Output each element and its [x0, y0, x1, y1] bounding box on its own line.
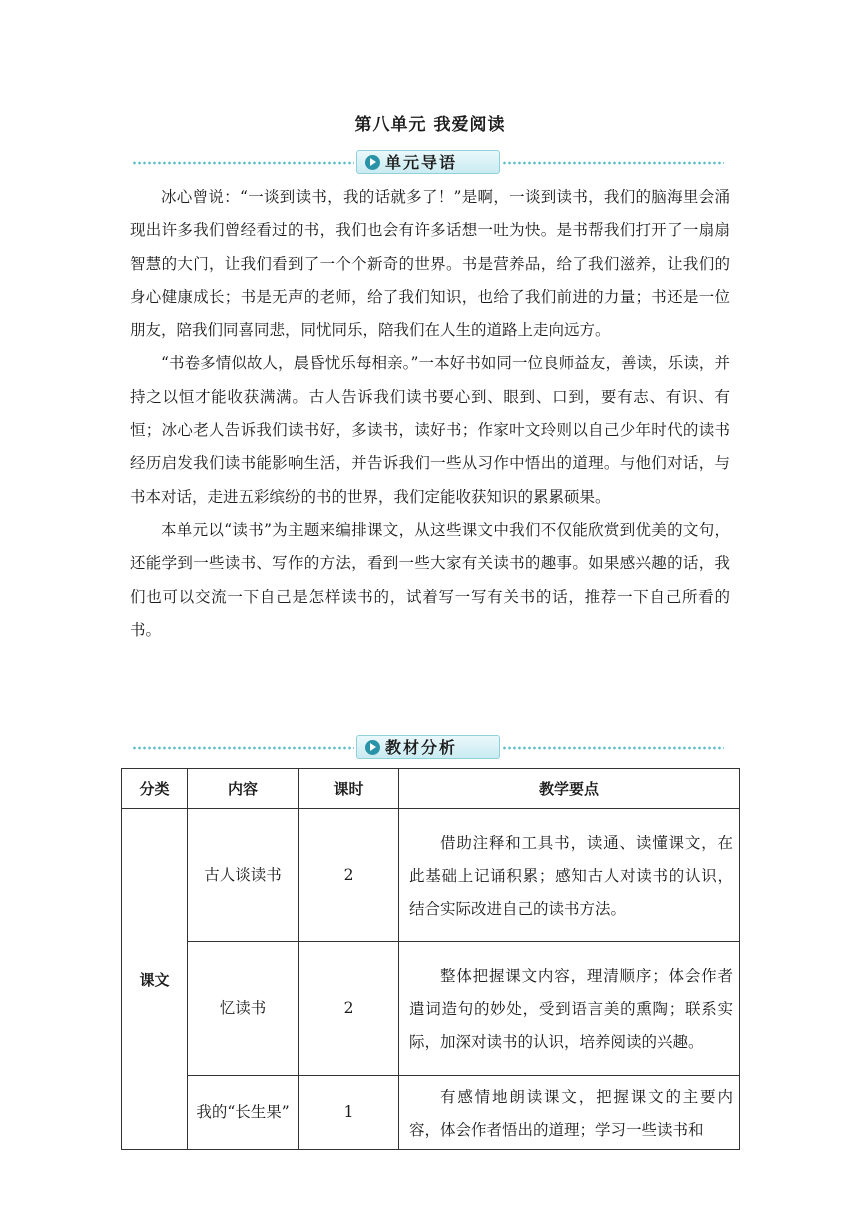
content-cell: 古人谈读书 [188, 809, 299, 942]
page-title: 第八单元 我爱阅读 [354, 115, 506, 135]
section-label: 教材分析 [385, 738, 458, 757]
table-row [122, 942, 740, 1076]
header-content: 内容 [188, 769, 299, 809]
points-cell [399, 809, 740, 942]
section-label-box [356, 735, 500, 759]
table-header-row [122, 769, 740, 809]
points-text: 整体把握课文内容，理清顺序；体会作者遣词造句的妙处，受到语言美的熏陶；联系实际，加深对读书的认识，培养阅读的兴趣。 [409, 967, 733, 1051]
dotted-divider-left [132, 161, 354, 165]
category-cell: 课文 [122, 809, 188, 1150]
dotted-divider-left [132, 746, 354, 750]
hours-cell: 1 [299, 1076, 399, 1150]
intro-paragraph: 本单元以“读书”为主题来编排课文，从这些课文中我们不仅能欣赏到优美的文句，还能学到一些读书、写作的方法，看到一些大家有关读书的趣事。如果感兴趣的话，我们也可以交流一下自己是怎样读书的，试着写一写有关书的话，推荐一下自己所看的书。 [130, 520, 730, 639]
points-cell [399, 942, 740, 1076]
section-header-intro [132, 150, 724, 174]
section-header-analysis [132, 735, 724, 759]
table-row [122, 809, 740, 942]
section-label-box [356, 150, 500, 174]
content-cell: 我的“长生果” [188, 1076, 299, 1150]
content-cell: 忆读书 [188, 942, 299, 1076]
header-hours: 课时 [299, 769, 399, 809]
section-label: 单元导语 [385, 153, 458, 172]
hours-cell: 2 [299, 809, 399, 942]
analysis-table [121, 768, 740, 1150]
dotted-divider-right [502, 161, 724, 165]
intro-paragraph: “书卷多情似故人，晨昏忧乐每相亲。”一本好书如同一位良师益友，善读，乐读，并持之以恒才能收获满满。古人告诉我们读书要心到、眼到、口到，要有志、有识、有恒；冰心老人告诉我们读书好，多读书，读好书；作家叶文玲则以自己少年时代的读书经历启发我们读书能影响生活，并告诉我们一些从习作中悟出的道理。与他们对话，与书本对话，走进五彩缤纷的书的世界，我们定能收获知识的累累硕果。 [130, 354, 730, 506]
header-category: 分类 [122, 769, 188, 809]
header-points: 教学要点 [399, 769, 740, 809]
intro-paragraph: 冰心曾说：“一谈到读书，我的话就多了！”是啊，一谈到读书，我们的脑海里会涌现出许多我们曾经看过的书，我们也会有许多话想一吐为快。是书帮我们打开了一扇扇智慧的大门，让我们看到了一个个新奇的世界。书是营养品，给了我们滋养，让我们的身心健康成长；书是无声的老师，给了我们知识，也给了我们前进的力量；书还是一位朋友，陪我们同喜同悲，同忧同乐，陪我们在人生的道路上走向远方。 [130, 188, 730, 340]
points-cell [399, 1076, 740, 1150]
points-text: 借助注释和工具书，读通、读懂课文，在此基础上记诵积累；感知古人对读书的认识，结合实际改进自己的读书方法。 [409, 833, 733, 918]
play-arrow-icon [365, 740, 380, 755]
play-arrow-icon [365, 155, 380, 170]
hours-cell: 2 [299, 942, 399, 1076]
unit-intro-text [130, 181, 730, 647]
points-text: 有感情地朗读课文，把握课文的主要内容，体会作者悟出的道理；学习一些读书和 [409, 1087, 733, 1139]
dotted-divider-right [502, 746, 724, 750]
table-row [122, 1076, 740, 1150]
